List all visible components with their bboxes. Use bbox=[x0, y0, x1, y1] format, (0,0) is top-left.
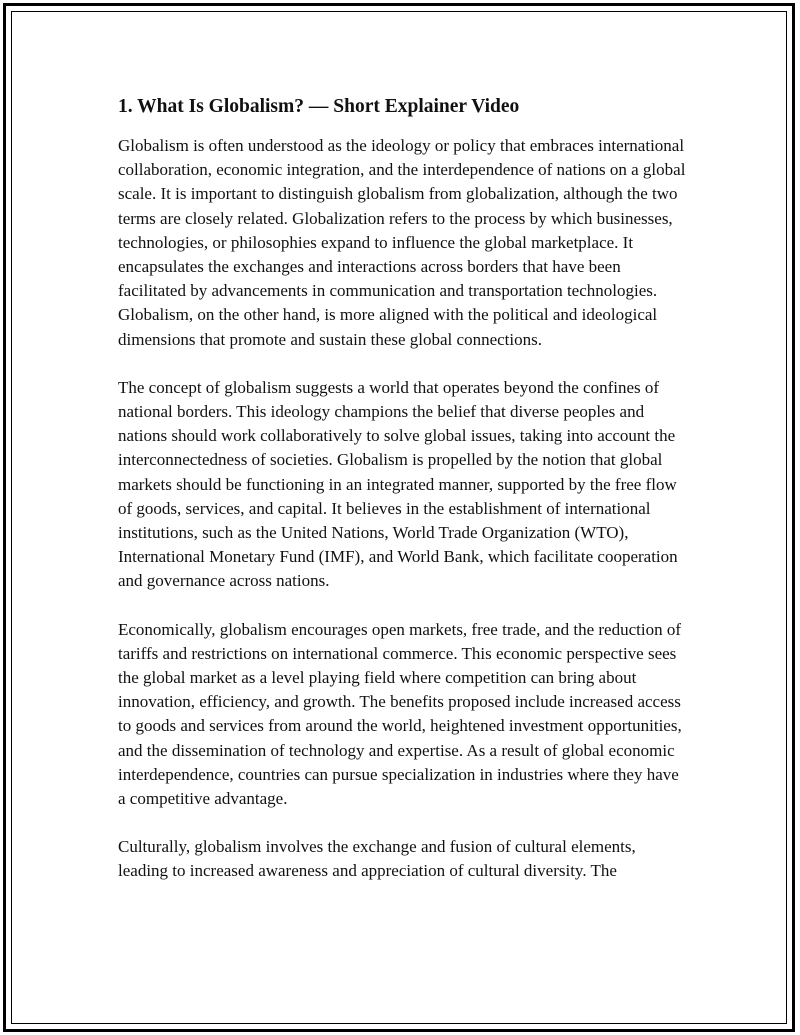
paragraph-cultural-globalism: Culturally, globalism involves the exchange and fusion of cultural elements, leading to increased awareness and appreciation of cultural diversity. The bbox=[118, 837, 636, 881]
paragraph-globalism-definition: Globalism is often understood as the ideology or policy that embraces international collaboration, economic integration, and the interdependence of nations on a global scale. It is important to distinguish globalism from globalization, although the two terms are closely related. Globalization refers to the process by which businesses, technologies, or philosophies expand to influence the global marketplace. It encapsulates the exchanges and interactions across borders that have been facilitated by advancements in communication and transportation technologies. Globalism, on the other hand, is more aligned with the political and ideological dimensions that promote and sustain these global connections. bbox=[118, 136, 686, 349]
document-body bbox=[118, 94, 690, 908]
paragraph-concept-of-globalism: The concept of globalism suggests a world that operates beyond the confines of national borders. This ideology champions the belief that diverse peoples and nations should work collaboratively to solve global issues, taking into account the interconnectedness of societies. Globalism is propelled by the notion that global markets should be functioning in an integrated manner, supported by the free flow of goods, services, and capital. It believes in the establishment of international institutions, such as the United Nations, World Trade Organization (WTO), International Monetary Fund (IMF), and World Bank, which facilitate cooperation and governance across nations. bbox=[118, 377, 678, 591]
section-heading: 1. What Is Globalism? — Short Explainer Video bbox=[118, 96, 520, 117]
paragraph-economic-globalism: Economically, globalism encourages open markets, free trade, and the reduction of tariffs and restrictions on international commerce. This economic perspective sees the global market as a level playing field where competition can bring about innovation, efficiency, and growth. The benefits proposed include increased access to goods and services from around the world, heightened investment opportunities, and the dissemination of technology and expertise. As a result of global economic interdependence, countries can pursue specialization in industries where they have a competitive advantage. bbox=[118, 619, 682, 809]
